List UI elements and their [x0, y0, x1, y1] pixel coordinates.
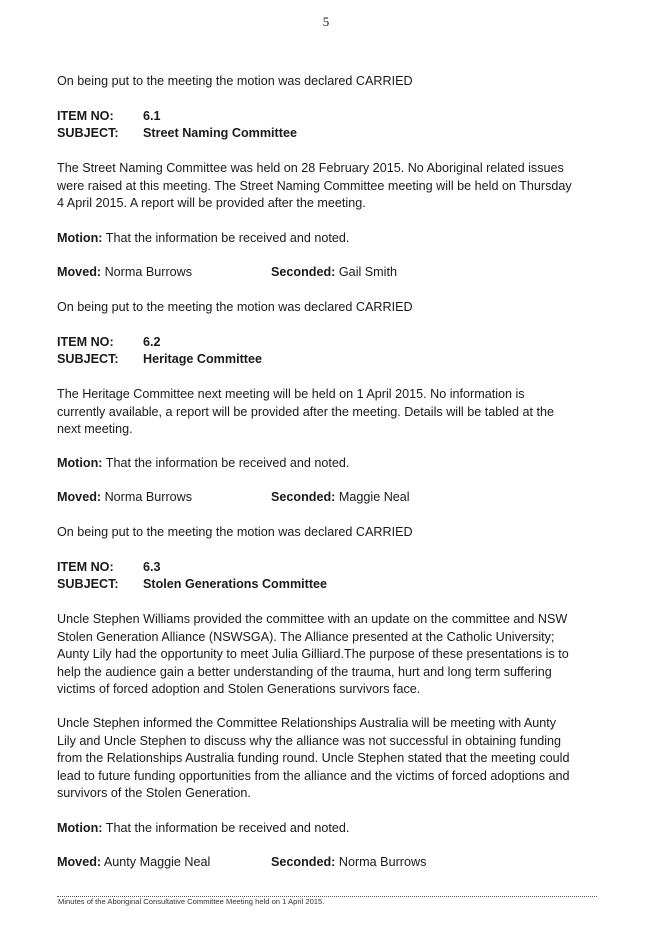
subject-value: Stolen Generations Committee	[143, 577, 328, 591]
seconded-label: Seconded:	[271, 490, 336, 504]
body-line: 4 April 2015. A report will be provided after the meeting.	[57, 196, 366, 210]
body-line: help the audience gain a better understanding of the trauma, hurt and long term suffering	[57, 664, 552, 679]
moved-name: Norma Burrows	[104, 490, 193, 504]
item-no-label: ITEM NO:	[57, 560, 114, 574]
subject-label: SUBJECT:	[57, 126, 119, 140]
moved-seconded-line	[57, 489, 602, 506]
carried-statement: On being put to the meeting the motion was declared CARRIED	[57, 525, 413, 539]
item-number-line	[57, 334, 602, 351]
moved-label: Moved:	[57, 855, 102, 869]
body-line: Uncle Stephen informed the Committee Relationships Australia will be meeting with Aunty	[57, 716, 557, 730]
item-no-value: 6.2	[143, 335, 161, 349]
motion-line	[57, 230, 602, 247]
body-line: currently available, a report will be provided after the meeting. Details will be tabled at the	[57, 404, 555, 419]
body-line: lead to future funding opportunities from the alliance and the victims of forced adoptions and	[57, 768, 570, 783]
footer-text: Minutes of the Aboriginal Consultative Committee Meeting held on 1 April 2015.	[58, 897, 325, 906]
seconded-name: Maggie Neal	[338, 490, 410, 504]
subject-value: Street Naming Committee	[143, 126, 297, 140]
moved-label: Moved:	[57, 265, 102, 279]
moved-seconded-line	[57, 854, 602, 871]
subject-line	[57, 351, 602, 368]
moved-name: Aunty Maggie Neal	[103, 855, 211, 869]
item-number-line	[57, 108, 602, 125]
seconded-name: Gail Smith	[338, 265, 397, 279]
motion-text: That the information be received and noted.	[105, 821, 350, 835]
motion-line	[57, 820, 602, 837]
subject-label: SUBJECT:	[57, 577, 119, 591]
item-no-label: ITEM NO:	[57, 335, 114, 349]
body-line: survivors of the Stolen Generation.	[57, 786, 251, 800]
motion-label: Motion:	[57, 231, 103, 245]
seconded-name: Norma Burrows	[338, 855, 427, 869]
motion-text: That the information be received and noted.	[105, 456, 350, 470]
body-line: Aunty Lily had the opportunity to meet Julia Gilliard.The purpose of these presentations is to	[57, 647, 569, 661]
body-line: The Heritage Committee next meeting will be held on 1 April 2015. No information is	[57, 387, 525, 401]
intro-carried-statement: On being put to the meeting the motion was declared CARRIED	[57, 74, 413, 88]
motion-label: Motion:	[57, 821, 103, 835]
seconded-group	[271, 264, 397, 281]
body-line: Lily and Uncle Stephen to discuss why the alliance was not successful in obtaining funding	[57, 733, 562, 748]
subject-line	[57, 125, 602, 142]
moved-name: Norma Burrows	[104, 265, 193, 279]
carried-statement: On being put to the meeting the motion was declared CARRIED	[57, 300, 413, 314]
seconded-label: Seconded:	[271, 265, 336, 279]
subject-value: Heritage Committee	[143, 352, 262, 366]
moved-label: Moved:	[57, 490, 102, 504]
page-number: 5	[322, 14, 330, 29]
seconded-label: Seconded:	[271, 855, 336, 869]
item-number-line	[57, 559, 602, 576]
item-no-label: ITEM NO:	[57, 109, 114, 123]
item-no-value: 6.3	[143, 560, 161, 574]
body-line: next meeting.	[57, 422, 133, 436]
body-line: were raised at this meeting. The Street Naming Committee meeting will be held on Thursday	[57, 178, 572, 193]
item-no-value: 6.1	[143, 109, 161, 123]
motion-line	[57, 455, 602, 472]
seconded-group	[271, 854, 426, 871]
body-line: Uncle Stephen Williams provided the committee with an update on the committee and NSW	[57, 612, 568, 626]
seconded-group	[271, 489, 410, 506]
body-line: The Street Naming Committee was held on 28 February 2015. No Aboriginal related issues	[57, 161, 564, 175]
body-line: from the Relationships Australia funding round. Uncle Stephen stated that the meeting could	[57, 751, 570, 765]
motion-label: Motion:	[57, 456, 103, 470]
moved-seconded-line	[57, 264, 602, 281]
body-line: victims of forced adoption and Stolen Generations survivors face.	[57, 682, 421, 696]
subject-line	[57, 576, 602, 593]
subject-label: SUBJECT:	[57, 352, 119, 366]
body-line: Stolen Generation Alliance (NSWSGA). The Alliance presented at the Catholic University;	[57, 629, 555, 644]
motion-text: That the information be received and noted.	[105, 231, 350, 245]
